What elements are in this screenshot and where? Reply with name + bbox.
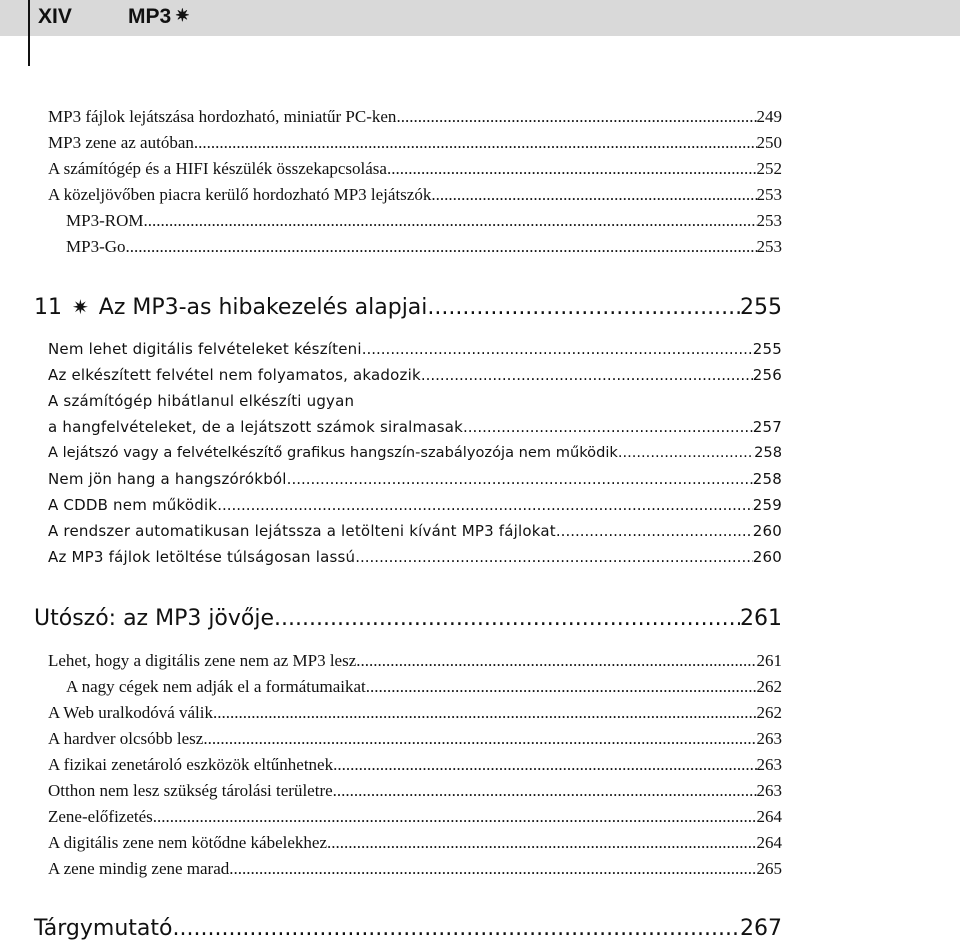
toc-entry-page: 258 <box>754 444 782 461</box>
toc-entry-continued[interactable] <box>48 390 782 412</box>
leader-dots <box>427 293 740 323</box>
leader-dots <box>421 364 753 386</box>
toc-entry[interactable] <box>48 806 782 828</box>
toc-entry-label: A közeljövőben piacra kerülő hordozható MP3 lejátszók <box>48 185 432 204</box>
toc-chapter[interactable] <box>34 292 782 322</box>
toc-entry-label: A számítógép és a HIFI készülék összekapcsolása <box>48 159 387 178</box>
toc-entry-label: Az MP3 fájlok letöltése túlságosan lassú <box>48 548 356 566</box>
chapter-number: 11 <box>34 295 62 320</box>
toc-entry-label: Otthon nem lesz szükség tárolási területre <box>48 781 333 800</box>
leader-dots <box>431 184 756 206</box>
toc-entry-page: 256 <box>752 366 782 384</box>
star-icon: ✷ <box>175 6 190 25</box>
header-title <box>128 5 189 29</box>
leader-dots <box>333 780 757 802</box>
leader-dots <box>463 416 753 438</box>
leader-dots <box>173 914 741 944</box>
toc-entry-page: 260 <box>752 522 782 540</box>
toc-entry-label: A nagy cégek nem adják el a formátumaikat <box>66 677 366 696</box>
toc-entry[interactable] <box>48 728 782 750</box>
toc-entry-label: MP3 zene az autóban <box>48 133 194 152</box>
leader-dots <box>366 676 757 698</box>
toc-entry-label: Lehet, hogy a digitális zene nem az MP3 lesz <box>48 651 357 670</box>
toc-entry-page: 262 <box>756 703 782 722</box>
toc-entry[interactable] <box>66 210 782 232</box>
toc-entry-label: A Web uralkodóvá válik <box>48 703 213 722</box>
leader-dots <box>213 702 757 724</box>
toc-entry-page: 249 <box>756 107 782 126</box>
toc-chapter[interactable] <box>34 604 782 634</box>
toc-entry-label: A lejátszó vagy a felvételkészítő grafikus hangszín-szabályozója nem működik <box>48 444 618 461</box>
leader-dots <box>194 132 757 154</box>
toc-entry[interactable] <box>48 442 782 464</box>
leader-dots <box>355 546 753 568</box>
toc-entry[interactable] <box>48 546 782 568</box>
toc-entry[interactable] <box>48 858 782 880</box>
toc-entry-label: A rendszer automatikusan lejátssza a letölteni kívánt MP3 fájlokat <box>48 522 556 540</box>
leader-dots <box>126 236 757 258</box>
leader-dots <box>274 604 740 634</box>
toc-entry-label: A fizikai zenetároló eszközök eltűnhetnek <box>48 755 334 774</box>
toc-entry-label: A hardver olcsóbb lesz <box>48 729 204 748</box>
toc-entry-page: 253 <box>756 237 782 256</box>
toc-entry-page: 264 <box>756 833 782 852</box>
toc-entry-label: Az elkészített felvétel nem folyamatos, akadozik <box>48 366 421 384</box>
toc-entry-label: A számítógép hibátlanul elkészíti ugyan <box>48 392 355 410</box>
toc-entry-label: MP3-ROM <box>66 211 144 230</box>
toc-entry-page: 259 <box>752 496 782 514</box>
toc-entry-page: 265 <box>756 859 782 878</box>
toc-entry[interactable] <box>48 416 782 438</box>
leader-dots <box>556 520 753 542</box>
chapter-title: Az MP3-as hibakezelés alapjai <box>98 295 428 320</box>
leader-dots <box>356 650 756 672</box>
toc-entry-page: 253 <box>756 211 782 230</box>
toc-entry-page: 263 <box>756 729 782 748</box>
toc-entry[interactable] <box>66 676 782 698</box>
toc-entry-page: 258 <box>752 470 782 488</box>
toc-entry-page: 252 <box>756 159 782 178</box>
header-rule <box>28 0 30 66</box>
star-icon: ✷ <box>72 295 89 319</box>
page-header <box>0 0 960 36</box>
chapter-title: Tárgymutató <box>34 916 173 941</box>
toc-entry-label: Nem jön hang a hangszórókból <box>48 470 287 488</box>
toc-entry-label: A CDDB nem működik <box>48 496 218 514</box>
leader-dots <box>287 468 753 490</box>
toc-entry-label: A digitális zene nem kötődne kábelekhez <box>48 833 327 852</box>
header-title-text: MP3 <box>128 5 172 28</box>
toc-entry[interactable] <box>48 468 782 490</box>
toc-entry[interactable] <box>48 106 782 128</box>
toc-entry[interactable] <box>48 702 782 724</box>
toc-entry-label: a hangfelvételeket, de a lejátszott számok siralmasak <box>48 418 464 436</box>
toc-entry[interactable] <box>48 184 782 206</box>
toc-entry-page: 263 <box>756 755 782 774</box>
toc-entry[interactable] <box>48 494 782 516</box>
toc-entry-page: 261 <box>756 651 782 670</box>
chapter-page: 261 <box>740 606 782 631</box>
toc-entry[interactable] <box>48 780 782 802</box>
chapter-page: 267 <box>740 916 782 941</box>
toc-entry-page: 260 <box>752 548 782 566</box>
toc-entry[interactable] <box>48 158 782 180</box>
toc-entry-page: 250 <box>756 133 782 152</box>
toc-entry[interactable] <box>48 132 782 154</box>
toc-entry[interactable] <box>48 832 782 854</box>
toc-entry[interactable] <box>66 236 782 258</box>
leader-dots <box>396 106 756 128</box>
leader-dots <box>153 806 757 828</box>
leader-dots <box>387 158 757 180</box>
leader-dots <box>217 494 753 516</box>
toc-entry-label: A zene mindig zene marad <box>48 859 230 878</box>
chapter-title: Utószó: az MP3 jövője <box>34 606 275 631</box>
toc-entry-page: 262 <box>756 677 782 696</box>
chapter-heading <box>34 292 427 323</box>
toc-entry-label: MP3 fájlok lejátszása hordozható, miniatűr PC-ken <box>48 107 397 126</box>
toc-entry-label: Nem lehet digitális felvételeket készíteni <box>48 340 362 358</box>
leader-dots <box>618 442 754 464</box>
toc-entry-page: 264 <box>756 807 782 826</box>
chapter-page: 255 <box>740 295 782 320</box>
leader-dots <box>333 754 756 776</box>
toc-entry-page: 253 <box>756 185 782 204</box>
leader-dots <box>229 858 756 880</box>
toc-entry[interactable] <box>48 364 782 386</box>
toc-entry-page: 257 <box>752 418 782 436</box>
header-page-number: XIV <box>38 5 72 28</box>
toc-entry-page: 255 <box>752 340 782 358</box>
toc-entry-page: 263 <box>756 781 782 800</box>
toc-chapter[interactable] <box>34 914 782 944</box>
toc-entry-label: Zene-előfizetés <box>48 807 153 826</box>
leader-dots <box>143 210 756 232</box>
toc-entry[interactable] <box>48 754 782 776</box>
leader-dots <box>327 832 757 854</box>
toc-entry[interactable] <box>48 520 782 542</box>
toc-entry[interactable] <box>48 338 782 360</box>
leader-dots <box>362 338 753 360</box>
toc-entry[interactable] <box>48 650 782 672</box>
leader-dots <box>203 728 756 750</box>
toc-entry-label: MP3-Go <box>66 237 126 256</box>
